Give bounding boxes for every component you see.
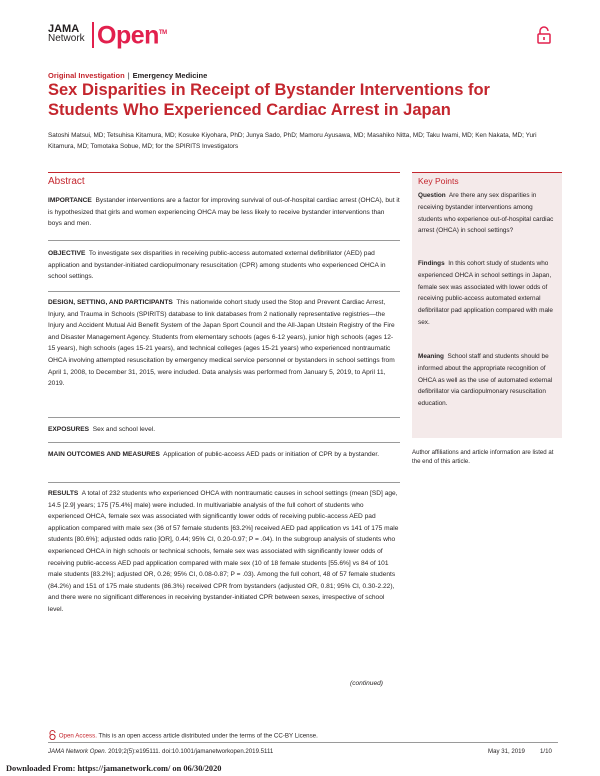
kicker-separator: | bbox=[127, 71, 130, 80]
continued-note: (continued) bbox=[350, 680, 383, 687]
abstract-exposures bbox=[48, 424, 400, 436]
section-divider bbox=[48, 442, 400, 443]
section-text: Sex and school level. bbox=[92, 426, 156, 433]
open-logo-text: Open bbox=[97, 21, 159, 50]
section-text: Application of public-access AED pads or initiation of CPR by a bystander. bbox=[163, 451, 380, 458]
abstract-design bbox=[48, 297, 400, 390]
publication-date: May 31, 2019 bbox=[488, 748, 525, 755]
section-text: To investigate sex disparities in receiving public-access automated external defibrillator (AED) pad application and bystander-initiated cardiopulmonary resuscitation (CPR) among students who experienced OHCA in school settings. bbox=[48, 250, 386, 281]
article-type: Original Investigation bbox=[48, 71, 125, 80]
section-label: OBJECTIVE bbox=[48, 250, 86, 257]
section-divider bbox=[48, 482, 400, 483]
abstract-results bbox=[48, 488, 400, 616]
open-logo bbox=[97, 19, 167, 49]
footer-citation bbox=[48, 748, 273, 755]
abstract-outcomes bbox=[48, 449, 400, 461]
key-point-meaning bbox=[418, 351, 556, 410]
article-title: Sex Disparities in Receipt of Bystander Interventions for Students Who Experienced Cardiac Arrest in Japan bbox=[48, 81, 490, 119]
key-point-text: In this cohort study of students who experienced OHCA in school settings in Japan, female sex was associated with lower odds of receiving public-access automated external defibrillator pad application compared with male sex. bbox=[418, 260, 553, 326]
key-points-heading: Key Points bbox=[418, 176, 459, 186]
key-point-text: Are there any sex disparities in receiving bystander interventions among students who experience out-of-hospital cardiac arrest (OHCA) in school settings? bbox=[418, 192, 554, 235]
section-divider bbox=[48, 417, 400, 418]
citation-text[interactable]: 2019;2(5):e195111. doi:10.1001/jamanetworkopen.2019.5111 bbox=[108, 748, 274, 755]
abstract-heading: Abstract bbox=[48, 172, 400, 187]
section-text: Bystander interventions are a factor for improving survival of out-of-hospital cardiac arrest (OHCA), but it is hypothesized that girls and women experiencing OHCA may be less likely to receive bystander interventions than boys and men. bbox=[48, 197, 400, 228]
section-divider bbox=[48, 240, 400, 241]
section-text: A total of 232 students who experienced OHCA with nontraumatic causes in school settings (mean [SD] age, 14.5 [2.9] years; 175 [75.4%] male) were included. In multivariable analysis of the full cohort of students who experienced OHCA, female sex was associated with significantly lower odds of receiving public-access AED pad application compared with male sex (36 of 57 female students [63.2%] received AED pad application vs 141 of 175 male students [80.6%]; adjusted odds ratio [OR], 0.44; 95% CI, 0.20-0.97; P = .04). In the subgroup analysis of students who experienced OHCA in high schools or technical schools, female sex was associated with significantly lower odds of receiving public-access AED pad application compared with male sex (10 of 18 female students [55.6%] vs 84 of 101 male students [83.2%]; adjusted OR, 0.26; 95% CI, 0.08-0.87; P = .03). Among the full cohort, 48 of 57 female students (84.2%) and 151 of 175 male students (86.3%) received CPR from bystanders (adjusted OR, 0.81; 95% CI, 0.30-2.22), and there were no significant differences in receiving bystander-initiated CPR between sexes, irrespective of school level. bbox=[48, 490, 399, 613]
section-label: DESIGN, SETTING, AND PARTICIPANTS bbox=[48, 299, 173, 306]
key-point-label: Question bbox=[418, 192, 446, 199]
jama-logo-text: JAMA bbox=[48, 23, 80, 35]
download-stamp: Downloaded From: https://jamanetwork.com/ on 06/30/2020 bbox=[6, 764, 222, 773]
open-access-icon bbox=[48, 730, 57, 742]
open-access-label[interactable]: Open Access. bbox=[58, 732, 97, 740]
network-logo-text: Network bbox=[48, 33, 85, 44]
page-number: 1/10 bbox=[540, 748, 552, 755]
open-lock-icon bbox=[537, 26, 551, 49]
section-label: MAIN OUTCOMES AND MEASURES bbox=[48, 451, 160, 458]
article-section: Emergency Medicine bbox=[132, 71, 208, 80]
affiliations-note: Author affiliations and article information are listed at the end of this article. bbox=[412, 449, 554, 466]
author-list: Satoshi Matsui, MD; Tetsuhisa Kitamura, MD; Kosuke Kiyohara, PhD; Junya Sado, PhD; Mamoru Ayusawa, MD; Masahiko Nitta, MD; Taku Iwami, MD; Ken Nakata, MD; Yuri Kitamura, MD; Tomotaka Sobue, MD; for the SPIRITS Investigators bbox=[48, 132, 537, 150]
section-divider bbox=[48, 291, 400, 292]
journal-name: JAMA Network Open. bbox=[48, 748, 107, 755]
open-access-line bbox=[48, 730, 318, 742]
section-text: This nationwide cohort study used the Stop and Prevent Cardiac Arrest, Injury, and Trauma in Schools (SPIRITS) database to link databases from 2 nationally representative registries—the Injury and Accident Mutual Aid Benefit System of the Japan Sport Council and the All-Japan Utstein Registry of the Fire and Disaster Management Agency. Students from elementary schools (ages 6-12 years), junior high schools (ages 12-15 years), high schools (ages 15-21 years), and technical colleges (ages 15-21 years) who experienced nontraumatic OHCA involving attempted resuscitation by emergency medical service personnel or bystanders in school settings from April 1, 2008, to December 31, 2015, were included. Data analysis was performed from January 5, 2019, to April 11, 2019. bbox=[48, 299, 395, 388]
abstract-importance bbox=[48, 195, 400, 230]
open-access-text: This is an open access article distributed under the terms of the CC-BY License. bbox=[98, 732, 318, 740]
article-kicker bbox=[48, 71, 207, 80]
footer-rule bbox=[48, 742, 558, 743]
section-label: IMPORTANCE bbox=[48, 197, 92, 204]
key-point-question bbox=[418, 190, 556, 237]
key-point-findings bbox=[418, 258, 556, 329]
trademark-mark: TM bbox=[158, 30, 167, 36]
logo-divider bbox=[92, 22, 94, 48]
key-point-label: Findings bbox=[418, 260, 445, 267]
abstract-objective bbox=[48, 248, 400, 283]
key-point-text: School staff and students should be informed about the appropriate recognition of OHCA as well as the use of automated external defibrillator via cardiopulmonary resuscitation education. bbox=[418, 353, 553, 408]
key-point-label: Meaning bbox=[418, 353, 444, 360]
section-label: RESULTS bbox=[48, 490, 79, 497]
section-label: EXPOSURES bbox=[48, 426, 90, 433]
